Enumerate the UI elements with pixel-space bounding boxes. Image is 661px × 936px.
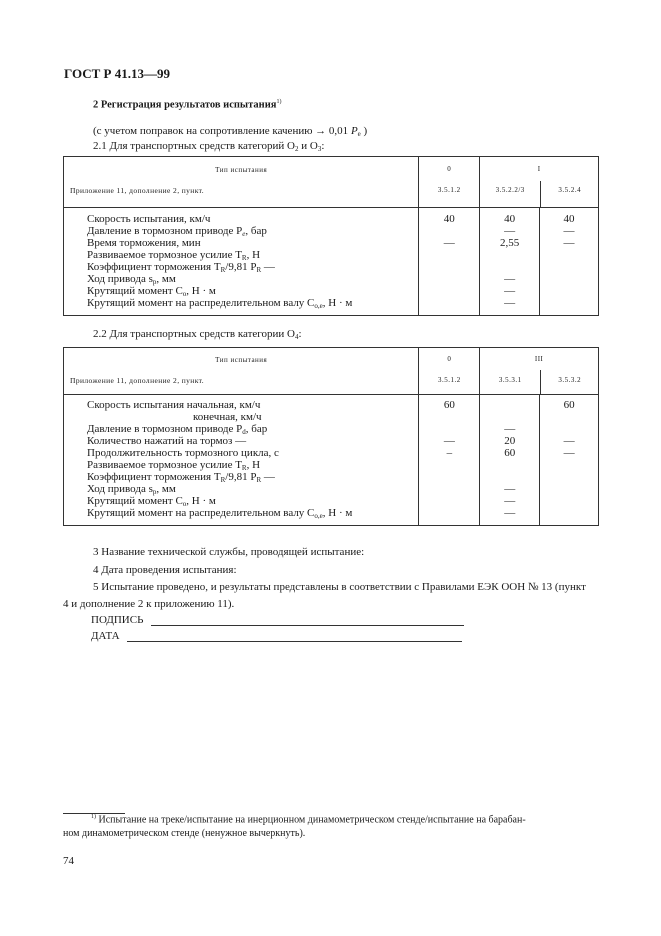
- table2-row-5-label: Развиваемое тормозное усилие T: [87, 459, 242, 471]
- footnote-line-1-mark: 1): [91, 814, 96, 820]
- table2-value: [419, 423, 479, 435]
- table2-value: –: [446, 447, 453, 459]
- signature-label: ПОДПИСЬ: [91, 614, 144, 626]
- table2-row-5-tail: , Н: [246, 459, 261, 471]
- table1-body-row: [64, 208, 599, 316]
- table1-value: 40: [563, 213, 575, 225]
- table1-value: —: [504, 225, 516, 237]
- item-3: 3 Название технической службы, проводящей испытание:: [93, 546, 365, 558]
- table1-row-4-tail2: —: [261, 261, 275, 273]
- table1-intro-colon: :: [321, 140, 325, 152]
- table2-value: [540, 411, 598, 423]
- table1-row-1: [87, 225, 418, 237]
- table2-col2-values: [540, 395, 599, 526]
- table1-row-5-label: Ход привода s: [87, 273, 153, 285]
- table2-row-2: [87, 423, 418, 435]
- table1-header-label-cell: [64, 157, 419, 208]
- table1-row-3: [87, 249, 418, 261]
- table1-annex-label: Приложение 11, дополнение 2, пункт.: [70, 186, 205, 195]
- table2-row-7: [87, 483, 418, 495]
- table1-value: [480, 249, 539, 261]
- table2-row-6-tail: /9,81 P: [225, 471, 257, 483]
- table1-row-3-tail: , Н: [246, 249, 261, 261]
- correction-note-prefix: (с учетом поправок на сопротивление качению → 0,01: [93, 125, 351, 137]
- table1-row-4-sub2: R: [256, 266, 262, 274]
- table2-row-5-sub: R: [241, 464, 247, 472]
- footnote-mark: 1): [276, 99, 282, 105]
- table2-type-III: III: [534, 355, 544, 363]
- table1-intro-sub1: 2: [295, 145, 299, 153]
- table2-value: [480, 399, 539, 411]
- table1-value: [419, 225, 479, 237]
- table1-value: 2,55: [500, 237, 520, 249]
- table2-row-7-tail: , мм: [156, 483, 176, 495]
- table2-value: 60: [563, 399, 575, 411]
- table2-header-colIII: [480, 348, 599, 395]
- table1-intro-and: и O: [298, 140, 318, 152]
- table1-col0-values: [419, 208, 480, 316]
- table1-row-3-label: Развиваемое тормозное усилие T: [87, 249, 242, 261]
- table2-body-row: [64, 395, 599, 526]
- table2-row-3: Количество нажатий на тормоз —: [87, 435, 247, 447]
- table2-header-row: [64, 348, 599, 395]
- table2-intro-text: 2.2 Для транспортных средств категории O: [93, 328, 295, 340]
- correction-note-symbol: P: [350, 125, 358, 137]
- table2-row-8-sub: o: [182, 500, 187, 508]
- table2-value: [480, 411, 539, 423]
- table1-type-label: Тип испытания: [215, 166, 268, 174]
- table1-header-colI: [480, 157, 599, 208]
- table2-col1-values: [480, 395, 540, 526]
- table2-row-2-tail: , бар: [245, 423, 268, 435]
- table1-header-row: [64, 157, 599, 208]
- table2-value: —: [504, 423, 516, 435]
- table1-row-1-tail: , бар: [245, 225, 267, 237]
- table1-value: 40: [443, 213, 455, 225]
- page-number: 74: [63, 855, 74, 867]
- table2-row-9: [87, 507, 418, 519]
- table2-value: —: [563, 447, 575, 459]
- table1-row-7-tail: , Н · м: [322, 297, 353, 309]
- table2-value: 20: [504, 435, 516, 447]
- table1-header-col0: [419, 157, 480, 208]
- table2-row-9-sub: o,e: [314, 512, 323, 520]
- table2-row-6: [87, 471, 418, 483]
- table1-row-6-tail: , Н · м: [186, 285, 216, 297]
- table2-row-2-label: Давление в тормозном приводе P: [87, 423, 243, 435]
- footnote-line-2: ном динамометрическом стенде (ненужное вычеркнуть).: [63, 828, 306, 839]
- date-label: ДАТА: [91, 630, 120, 642]
- table1-row-1-label: Давление в тормозном приводе P: [87, 225, 243, 237]
- table2-value: [540, 423, 598, 435]
- table1-type-0: 0: [447, 165, 452, 173]
- table2-value: 60: [504, 447, 516, 459]
- table1-row-4-tail: /9,81 P: [225, 261, 257, 273]
- table1-row-5-tail: , мм: [156, 273, 176, 285]
- table1-annex-I-1: 3.5.2.2/3: [495, 186, 525, 194]
- table1-intro: [93, 140, 324, 153]
- table1-row-5: [87, 273, 418, 285]
- table1-row-4: [87, 261, 418, 273]
- table1-type-I: I: [537, 165, 541, 173]
- table2-value: [480, 459, 539, 471]
- table1-annex-0: 3.5.1.2: [437, 186, 461, 194]
- table2-row-7-sub: p: [152, 488, 157, 496]
- table1-row-4-sub: R: [220, 266, 226, 274]
- table2-row-1: конечная, км/ч: [193, 411, 262, 423]
- table2-row-6-label: Коэффициент торможения T: [87, 471, 221, 483]
- table2-row-0: Скорость испытания начальная, км/ч: [87, 399, 261, 411]
- results-table-1: [63, 156, 599, 316]
- table2-value: [419, 411, 479, 423]
- item-4: 4 Дата проведения испытания:: [93, 564, 237, 576]
- table1-value: —: [504, 273, 516, 285]
- correction-note: [93, 125, 367, 138]
- table1-col1-values: [480, 208, 540, 316]
- table1-row-2: Время торможения, мин: [87, 237, 201, 249]
- table1-labels: [64, 208, 419, 316]
- item-5-line-2: 4 и дополнение 2 к приложению 11).: [63, 598, 235, 610]
- date-line[interactable]: [127, 641, 462, 642]
- table1-intro-text: 2.1 Для транспортных средств категорий O: [93, 140, 295, 152]
- table1-value: —: [504, 297, 516, 309]
- table1-value: [480, 261, 539, 273]
- table2-row-2-sub: d: [242, 428, 246, 436]
- table1-value: 40: [504, 213, 516, 225]
- section-2-title: [93, 99, 281, 111]
- table1-row-6: [87, 285, 418, 297]
- table1-row-7-label: Крутящий момент на распределительном валу C: [87, 297, 315, 309]
- table2-header-label-cell: [64, 348, 419, 395]
- footnote-line-1: [91, 814, 526, 825]
- table1-annex-I-2: 3.5.2.4: [558, 186, 582, 194]
- table1-col2-values: [540, 208, 599, 316]
- table2-value: 60: [443, 399, 455, 411]
- table2-value: —: [443, 435, 455, 447]
- table1-row-5-sub: p: [152, 278, 157, 286]
- table1-row-7-sub: o,e: [314, 302, 323, 310]
- table2-value: —: [563, 435, 575, 447]
- table2-intro-colon: :: [298, 328, 302, 340]
- table1-row-6-sub: o: [182, 290, 187, 298]
- table2-value: —: [504, 507, 516, 519]
- table2-header-divider: [540, 370, 541, 395]
- table2-row-9-label: Крутящий момент на распределительном валу C: [87, 507, 315, 519]
- table1-row-3-sub: R: [241, 254, 247, 262]
- table2-annex-label: Приложение 11, дополнение 2, пункт.: [70, 376, 205, 385]
- table2-row-6-sub: R: [220, 476, 226, 484]
- table2-value: [480, 471, 539, 483]
- table2-labels: [64, 395, 419, 526]
- item-5-line-1: 5 Испытание проведено, и результаты представлены в соответствии с Правилами ЕЭК ООН № 13 (пункт: [93, 581, 586, 593]
- table2-row-8: [87, 495, 418, 507]
- table2-type-0: 0: [447, 355, 452, 363]
- table1-intro-sub2: 3: [317, 145, 322, 153]
- correction-note-subscript: e: [357, 130, 361, 138]
- table2-col0-values: [419, 395, 480, 526]
- table1-row-6-label: Крутящий момент C: [87, 285, 183, 297]
- results-table-2: [63, 347, 599, 526]
- correction-note-suffix: ): [363, 125, 368, 137]
- document-header: ГОСТ Р 41.13—99: [64, 66, 170, 81]
- table2-intro: [93, 328, 302, 341]
- table2-intro-sub1: 4: [295, 333, 299, 341]
- table1-value: —: [563, 237, 575, 249]
- section-2-title-text: 2 Регистрация результатов испытания: [93, 99, 277, 111]
- table2-row-9-tail: , Н · м: [322, 507, 353, 519]
- signature-line[interactable]: [151, 625, 464, 626]
- table2-value: —: [504, 495, 516, 507]
- table2-row-7-label: Ход привода s: [87, 483, 153, 495]
- table2-annex-0: 3.5.1.2: [437, 376, 461, 384]
- table2-type-label: Тип испытания: [215, 356, 268, 364]
- table2-annex-III-2: 3.5.3.2: [558, 376, 582, 384]
- table2-row-6-tail2: —: [261, 471, 275, 483]
- table2-row-5: [87, 459, 418, 471]
- table1-row-0: Скорость испытания, км/ч: [87, 213, 211, 225]
- table1-value: —: [443, 237, 455, 249]
- table2-row-4: Продолжительность тормозного цикла, с: [87, 447, 279, 459]
- table1-row-4-label: Коэффициент торможения T: [87, 261, 221, 273]
- table2-header-col0: [419, 348, 480, 395]
- table2-annex-III-1: 3.5.3.1: [498, 376, 522, 384]
- table2-value: —: [504, 483, 516, 495]
- table2-row-8-label: Крутящий момент C: [87, 495, 183, 507]
- table1-value: —: [504, 285, 516, 297]
- table2-row-8-tail: , Н · м: [186, 495, 216, 507]
- table2-row-6-sub2: R: [256, 476, 262, 484]
- footnote-line-1-text: Испытание на треке/испытание на инерционном динамометрическом стенде/испытание на барабан-: [98, 814, 526, 826]
- table1-value: —: [563, 225, 575, 237]
- table1-row-7: [87, 297, 418, 309]
- table1-row-1-sub: e: [242, 230, 246, 238]
- table1-header-divider: [540, 181, 541, 208]
